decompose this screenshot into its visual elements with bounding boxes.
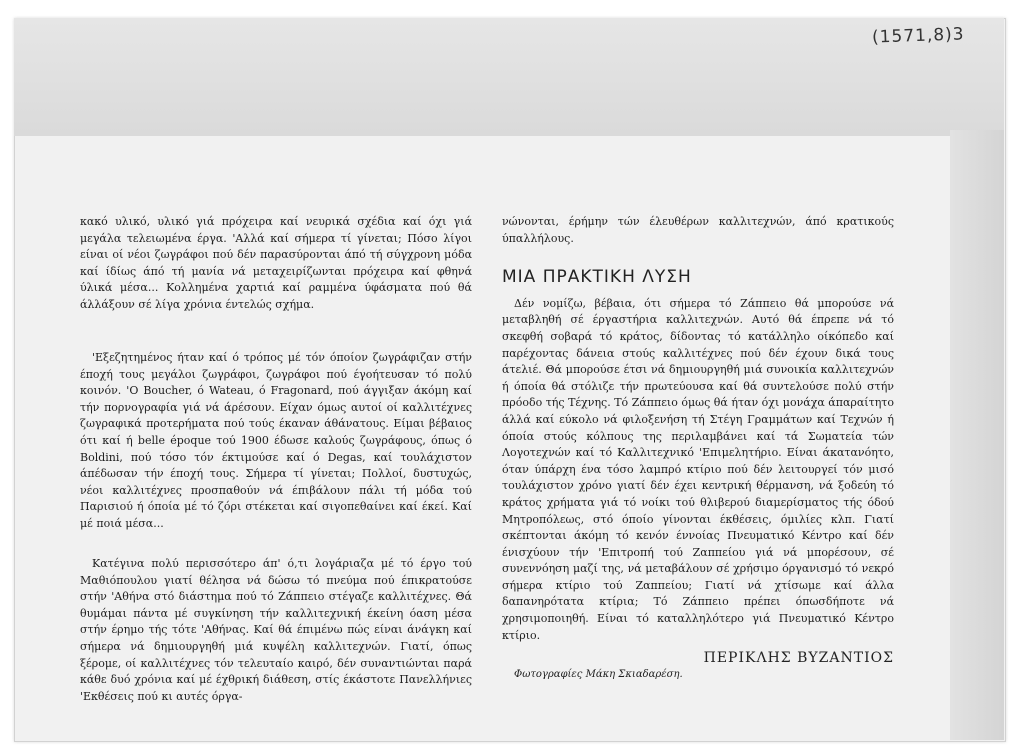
paragraph: κακό υλικό, υλικό γιά πρόχειρα καί νευρικά σχέδια καί όχι γιά μεγάλα τελειωμένα έργα. 'Αλλά καί σήμερα τί γίνεται; Πόσο λίγοι είναι οί νέοι ζωγράφοι πού δέν παρασύρονται άπό τή σύγχρονη μόδα καί ίδίως άπό τή μανία νά μεταχειρίζωνται πρόχειρα καί φθηνά ύλικά μέσα... Κολλημένα χαρτιά καί ραμμένα ύφάσματα πού θά άλλάξουν σέ λίγα χρόνια έντελώς σχήμα. [80,215,472,311]
paragraph: 'Εξεζητημένος ήταν καί ό τρόπος μέ τόν όποίον ζωγράφιζαν στήν έποχή τους μεγάλοι ζωγράφοι, ζωγράφοι πού έγοήτευσαν τό πολύ κοινόν. 'Ο Boucher, ό Wateau, ό Fragonard, πού άγγιξαν άκόμη καί τήν πορνογραφία γιά νά άρέσουν. Είχαν όμως αυτοί οί καλλιτέχνες ζωγραφικά προτερήματα πού τούς έκαναν άθάνατους. Είμαι βέβαιος ότι καί ή belle époque τού 1900 έδωσε καλούς ζωγράφους, όπως ό Boldini, πού τόσο τόν έκτιμούσε καί ό Degas, καί τουλάχιστον άπέδωσαν τήν έποχή τους. Σήμερα τί γίνεται; Πολλοί, δυστυχώς, νέοι καλλιτέχνες προσπαθούν νά έπιβάλουν πάλι τή μόδα τού Παρισιού ή όποία μέ τό ζόρι στέκεται καί σιγοπεθαίνει καί έκεί. Καί μέ ποιά μέσα... [80,351,472,530]
handwritten-archive-number: (1571,8)3 [871,24,965,48]
left-text-column [80,214,472,705]
right-text-column [502,214,894,683]
paragraph: Δέν νομίζω, βέβαια, ότι σήμερα τό Ζάππειο θά μπορούσε νά μεταβληθή σέ έργαστήρια καλλιτεχνών. Αυτό θά έπρεπε νά τό σκεφθή σοβαρά τό κράτος, δίδοντας τό κατάλληλο οίκόπεδο καί παρέχοντας δάνεια στούς καλλιτέχνες πού δέν έχουν δικά τους άτελιέ. Θά μπορούσε έτσι νά δημιουργηθή μιά συνοικία καλλιτεχνών ή όποία θά στόλιζε τήν πρωτεύουσα καί θά συντελούσε πολύ στήν πρόοδο τής Τέχνης. Τό Ζάππειο όμως θά ήταν όχι μονάχα άπαραίτητο άλλά καί εύκολο νά φιλοξενήση τή Στέγη Γραμμάτων καί Τεχνών ή όποία στούς κόλπους της περιλαμβάνει καί τά Σωματεία τών Λογοτεχνών καί τό Καλλιτεχνικό 'Επιμελητήριο. Είναι άκατανόητο, όταν ύπάρχη ένα τόσο λαμπρό κτίριο πού δέν λειτουργεί τόν μισό τουλάχιστον χρόνο γιατί δέν έχει κεντρική θέρμανση, νά ξοδεύη τό κράτος χρήματα γιά τό νοίκι τού θλιβερού διαμερίσματος τής όδού Μητροπόλεως, στό όποίο γίνονται έκθέσεις, όμιλίες κλπ. Γιατί σκέπτονται άκόμη τό κενόν έννοίας Πνευματικό Κέντρο καί δέν ένισχύουν τήν 'Επιτροπή τού Ζαππείου γιά νά μπορέσουν, σέ συνεννόηση μαζί της, νά μεταβάλουν σέ χρήσιμο όργανισμό τό νεκρό σήμερα κτίριο τού Ζαππείου; Γιατί νά χτίσωμε καί άλλα δαπανηρότατα κτίρια; Τό Ζάππειο πρέπει όπωσδήποτε νά χρησιμοποιηθή. Είναι τό καταλληλότερο γιά Πνευματικό Κέντρο κτίριο. [502,296,894,642]
photo-credit: Φωτογραφίες Μάκη Σκιαδαρέση. [514,668,683,680]
author-signature: ΠΕΡΙΚΛΗΣ ΒΥΖΑΝΤΙΟΣ [703,650,894,667]
overlapping-page-edge [950,130,1004,740]
page-top-margin [14,18,1004,136]
paragraph: Κατέγινα πολύ περισσότερο άπ' ό,τι λογάριαζα μέ τό έργο τού Μαθιόπουλου γιατί θέλησα νά δώσω τό πνεύμα πού έπικρατούσε στήν 'Αθήνα στό διάστημα πού τό Ζάππειο στέγαζε καλλιτέχνες. Θά θυμάμαι πάντα μέ συγκίνηση τήν καλλιτεχνική έκείνη όαση μέσα στήν έρημο τής τότε 'Αθήνας. Καί θά έπιμένω πώς είναι άνάγκη καί σήμερα νά δημιουργηθή μιά κυψέλη καλλιτεχνών. Γιατί, όπως ξέρομε, οί καλλιτέχνες τόν τελευταίο καιρό, δέν συναντιώνται παρά κάθε δυό χρόνια καί μέ έχθρική διάθεση, στίς έκάστοτε Πανελλήνιες 'Εκθέσεις πού κι αυτές όργα- [80,557,472,703]
paragraph-continuation: νώνονται, έρήμην τών έλευθέρων καλλιτεχνών, άπό κρατικούς ύπαλλήλους. [502,215,894,245]
section-heading: ΜΙΑ ΠΡΑΚΤΙΚΗ ΛΥΣΗ [502,267,692,288]
